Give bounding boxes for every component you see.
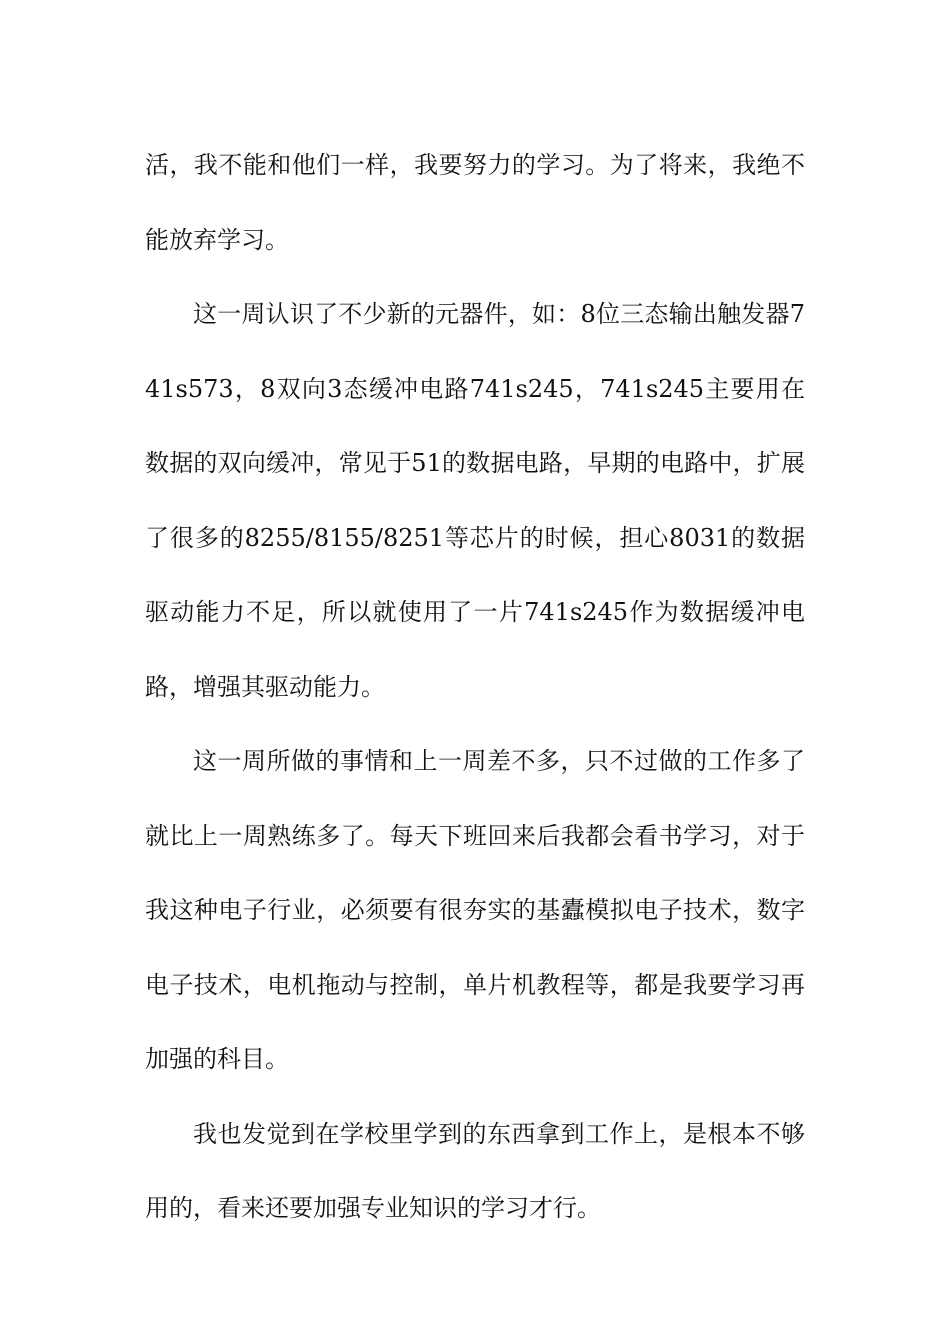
document-body [145,128,805,1246]
paragraph-conclusion: 我也发觉到在学校里学到的东西拿到工作上，是根本不够用的，看来还要加强专业知识的学习才行。 [145,1119,805,1222]
paragraph-weekly-work: 这一周所做的事情和上一周差不多，只不过做的工作多了就比上一周熟练多了。每天下班回来后我都会看书学习，对于我这种电子行业，必须要有很夯实的基蠹模拟电子技术，数字电子技术，电机拖动与控制，单片机教程等，都是我要学习再加强的科目。 [145,747,805,1073]
paragraph-components: 这一周认识了不少新的元器件，如：8位三态输出触发器741s573，8双向3态缓冲电路741s245，741s245主要用在数据的双向缓冲，常见于51的数据电路，早期的电路中，扩展了很多的8255/8155/8251等芯片的时候，担心8031的数据驱动能力不足，所以就使用了一片741s245作为数据缓冲电路，增强其驱动能力。 [145,300,805,701]
paragraph-continuation: 活，我不能和他们一样，我要努力的学习。为了将来，我绝不能放弃学习。 [145,151,805,254]
